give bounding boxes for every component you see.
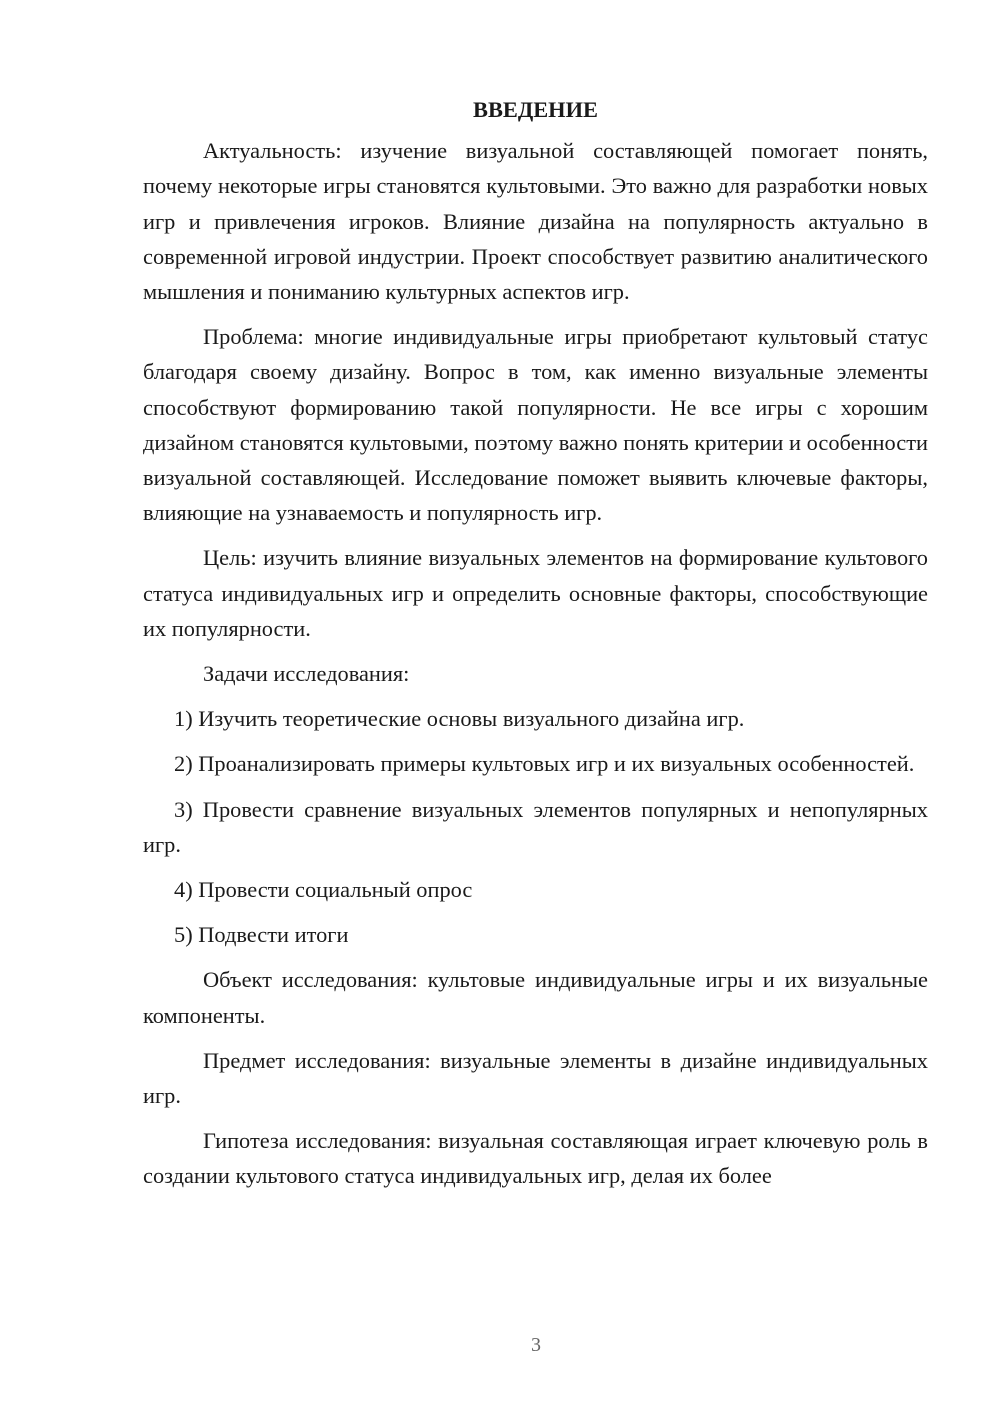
page-number: 3 xyxy=(531,1334,541,1356)
tasks-heading: Задачи исследования: xyxy=(203,661,410,687)
section-heading: ВВЕДЕНИЕ xyxy=(473,97,598,122)
goal-paragraph: Цель: изучить влияние визуальных элементов на формирование культового статуса индивидуальных игр и определить основные факторы, способствующие их популярности. xyxy=(143,545,928,641)
subject-paragraph: Предмет исследования: визуальные элементы в дизайне индивидуальных игр. xyxy=(143,1047,928,1109)
problem-paragraph: Проблема: многие индивидуальные игры приобретают культовый статус благодаря своему дизайну. Вопрос в том, как именно визуальные элементы способствуют формированию такой популярности. Не все игры с хорошим дизайном становятся культовыми, поэтому важно понять критерии и особенности визуальной составляющей. Исследование поможет выявить ключевые факторы, влияющие на узнаваемость и популярность игр. xyxy=(143,324,928,526)
object-paragraph: Объект исследования: культовые индивидуальные игры и их визуальные компоненты. xyxy=(143,967,928,1028)
relevance-paragraph: Актуальность: изучение визуальной составляющей помогает понять, почему некоторые игры становятся культовыми. Это важно для разработки новых игр и привлечения игроков. Влияние дизайна на популярность актуально в современной игровой индустрии. Проект способствует развитию аналитического мышления и пониманию культурных аспектов игр. xyxy=(143,138,928,305)
page-body xyxy=(143,92,928,1204)
task-item-2: 2) Проанализировать примеры культовых игр и их визуальных особенностей. xyxy=(174,751,915,777)
task-item-4: 4) Провести социальный опрос xyxy=(174,877,473,903)
hypothesis-paragraph: Гипотеза исследования: визуальная составляющая играет ключевую роль в создании культового статуса индивидуальных игр, делая их более xyxy=(143,1128,928,1189)
task-item-1: 1) Изучить теоретические основы визуального дизайна игр. xyxy=(174,706,745,732)
task-item-3: 3) Провести сравнение визуальных элементов популярных и непопулярных игр. xyxy=(143,796,928,857)
task-item-5: 5) Подвести итоги xyxy=(174,922,349,948)
